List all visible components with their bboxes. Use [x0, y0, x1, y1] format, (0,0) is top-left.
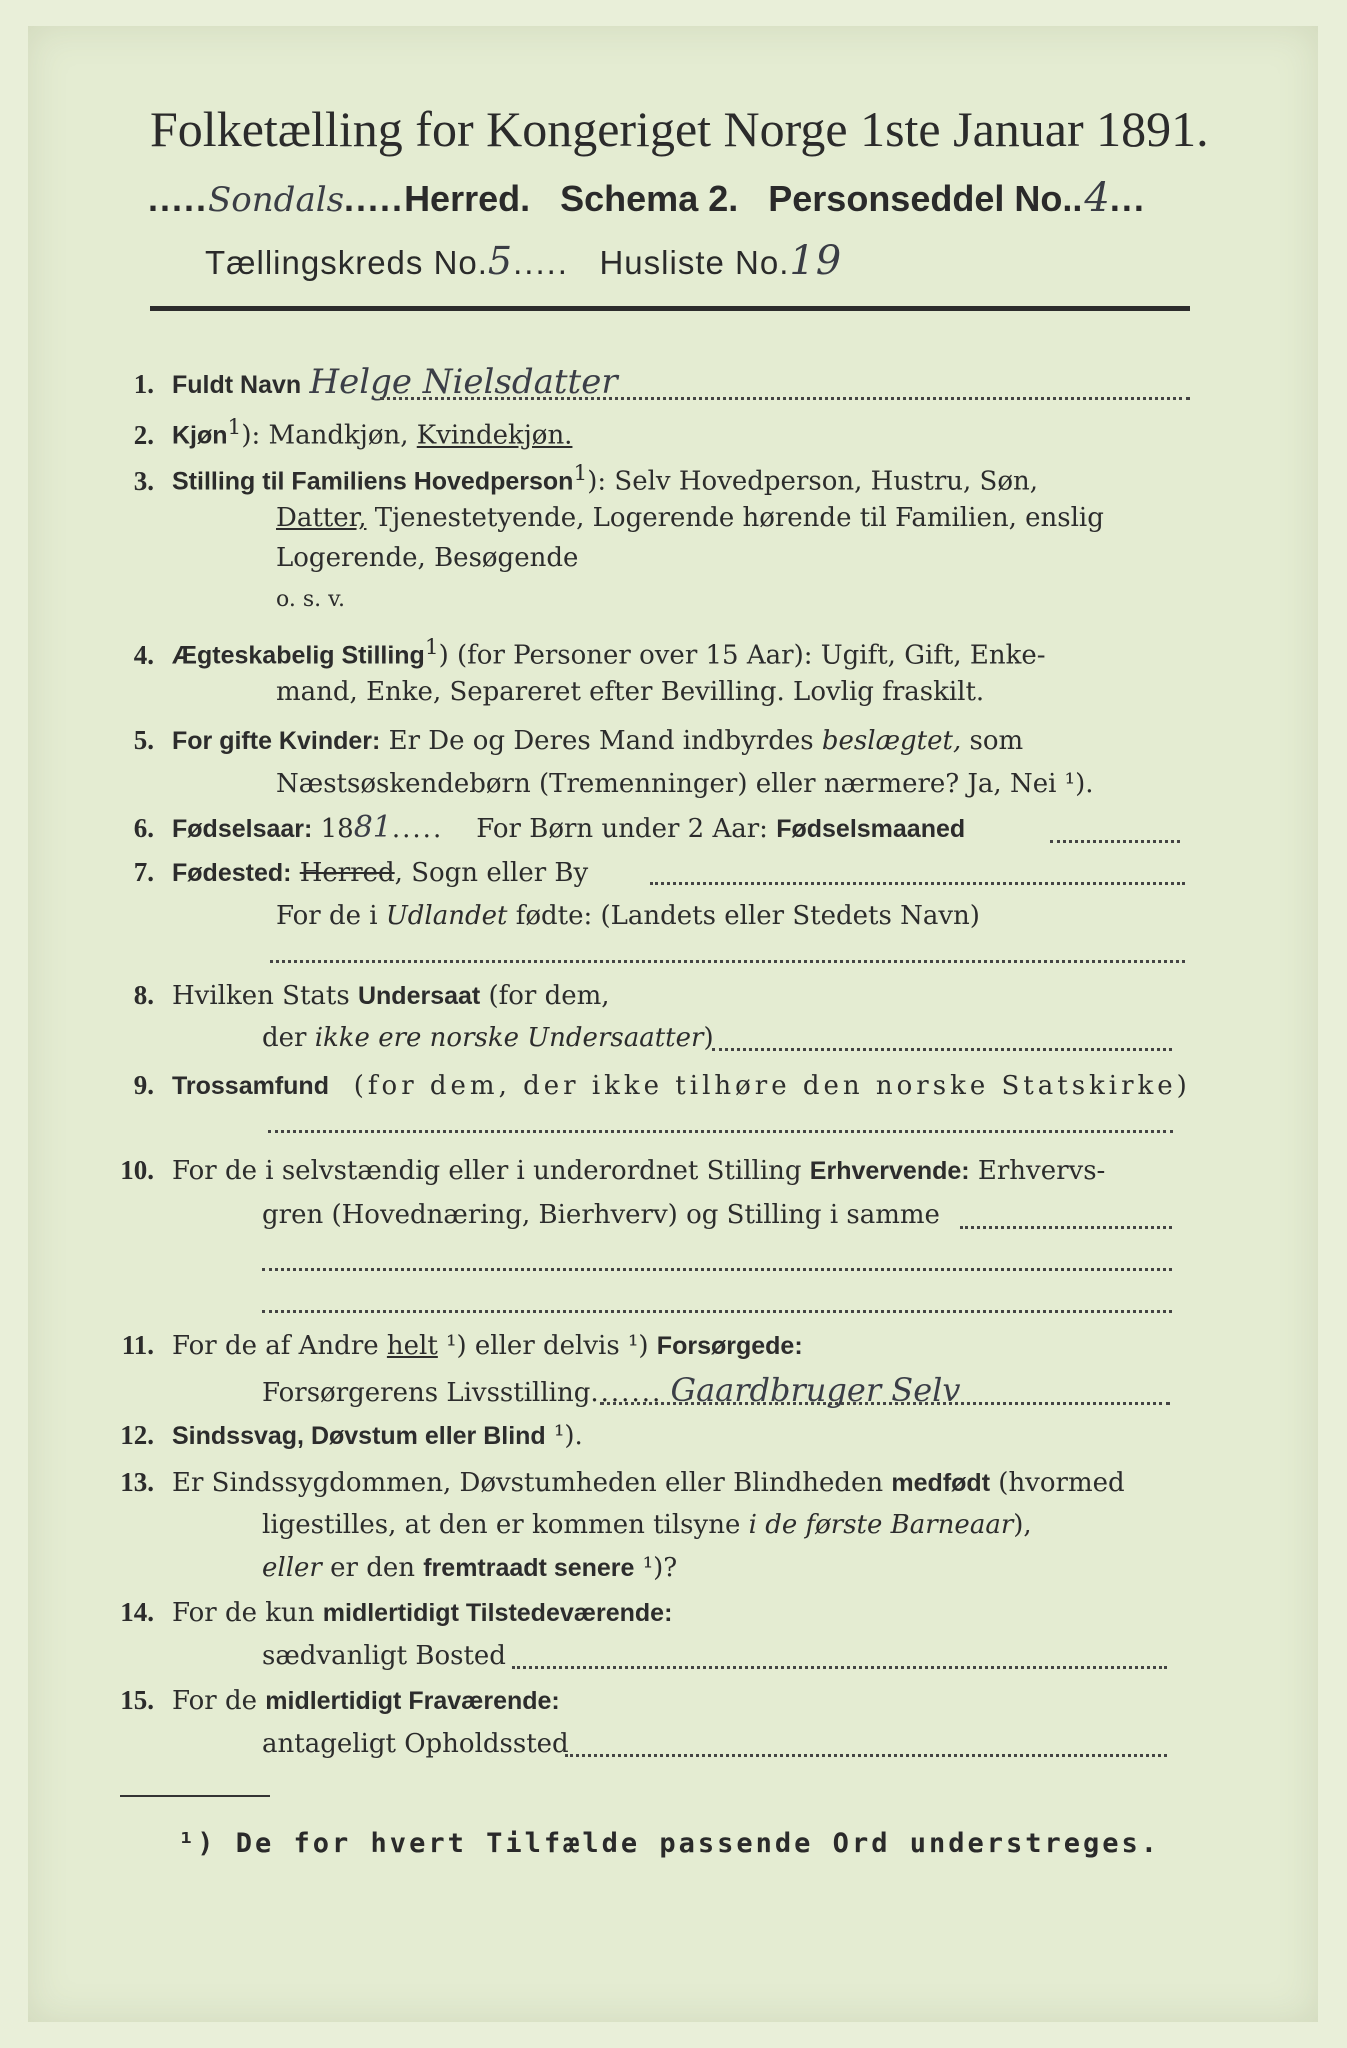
kreds-line: Tællingskreds No.5..... Husliste No.19 — [205, 238, 843, 284]
item-8: 8. Hvilken Stats Undersaat (for dem, — [133, 980, 610, 1011]
provider-written: Gaardbruger Selv — [670, 1371, 961, 1409]
personseddel-label: Personseddel No. — [768, 178, 1073, 219]
kreds-label: Tællingskreds No. — [205, 244, 488, 281]
provider-line — [600, 1400, 1170, 1405]
item-9: 9. Trossamfund (for dem, der ikke tilhøre den norske Statskirke) — [133, 1070, 1191, 1101]
item-14: 14. For de kun midlertidigt Tilstedeværende: — [120, 1597, 673, 1628]
item-3: 3. Stilling til Familiens Hovedperson$^1$): Selv Hovedperson, Hustru, Søn, — [133, 461, 1039, 497]
item-11-line2: Forsørgerens Livsstilling....... Gaardbruger Selv — [262, 1371, 961, 1409]
item-13-line3: eller er den fremtraadt senere ¹)? — [262, 1553, 678, 1583]
item-12: 12. Sindssvag, Døvstum eller Blind ¹). — [120, 1420, 583, 1451]
item-7-line2: For de i Udlandet fødte: (Landets eller Stedets Navn) — [276, 901, 980, 931]
item-6: 6. Fødselsaar: 1881..... For Børn under 2 Aar: Fødselsmaaned — [133, 810, 966, 845]
herred-written: Sondals — [208, 180, 345, 220]
residence-line — [512, 1664, 1167, 1669]
footnote-rule — [120, 1795, 270, 1797]
name-line — [380, 395, 1190, 400]
occupation-line-2 — [262, 1266, 1172, 1271]
item-2: 2. Kjøn$^1$): Mandkjøn, Kvindekjøn. — [133, 415, 573, 451]
religion-line — [268, 1128, 1173, 1133]
item-1: 1. Fuldt Navn Helge Nielsdatter — [133, 362, 618, 402]
foreign-birthplace-line — [270, 958, 1185, 963]
item-5: 5. For gifte Kvinder: Er De og Deres Mand indbyrdes beslægtet, som — [133, 725, 1024, 756]
header-rule — [150, 306, 1190, 311]
citizenship-line — [712, 1046, 1172, 1051]
item-5-line2: Næstsøskendebørn (Tremenninger) eller nærmere? Ja, Nei ¹). — [276, 769, 1094, 799]
occupation-line-1 — [960, 1224, 1172, 1229]
birth-month-line — [1050, 838, 1180, 843]
item-14-line2: sædvanligt Bosted — [262, 1641, 506, 1671]
name-written: Helge Nielsdatter — [309, 362, 618, 402]
form-title: Folketælling for Kongeriget Norge 1ste Januar 1891. — [150, 101, 1209, 157]
item-3-line2: Datter, Tjenestetyende, Logerende hørende til Familien, enslig — [276, 503, 1104, 533]
husliste-written: 19 — [789, 238, 843, 284]
item-15: 15. For de midlertidigt Fraværende: — [120, 1685, 560, 1716]
item-15-line2: antageligt Opholdssted — [262, 1729, 569, 1759]
item-13-line2: ligestilles, at den er kommen tilsyne i de første Barneaar), — [262, 1510, 1032, 1540]
item-10: 10. For de i selvstændig eller i underordnet Stilling Erhvervende: Erhvervs- — [120, 1155, 1106, 1186]
item-11: 11. For de af Andre helt ¹) eller delvis ¹) Forsørgede: — [121, 1330, 803, 1361]
footnote: ¹) De for hvert Tilfælde passende Ord understreges. — [178, 1828, 1161, 1859]
schema-label: Schema 2. — [560, 178, 739, 219]
personseddel-written: 4 — [1084, 175, 1110, 221]
herred-label: Herred. — [404, 178, 531, 219]
item-4-line2: mand, Enke, Separeret efter Bevilling. Lovlig fraskilt. — [276, 677, 985, 707]
item-3-line3: Logerende, Besøgende — [276, 543, 579, 573]
item-4: 4. Ægteskabelig Stilling$^1$) (for Personer over 15 Aar): Ugift, Gift, Enke- — [133, 635, 1046, 671]
whereabouts-line — [565, 1752, 1167, 1757]
item-8-line2: der ikke ere norske Undersaatter) — [262, 1023, 714, 1053]
item-3-line4: o. s. v. — [276, 587, 345, 612]
birthplace-line — [650, 880, 1185, 885]
herred-line: .....Sondals.....Herred. Schema 2. Personseddel No..4... — [148, 175, 1146, 221]
item-7: 7. Fødested: Herred, Sogn eller By — [133, 857, 589, 888]
birth-year-written: 81 — [353, 810, 392, 845]
husliste-label: Husliste No. — [599, 244, 790, 281]
item-10-line2: gren (Hovednæring, Bierhverv) og Stilling i samme — [262, 1200, 940, 1230]
occupation-line-3 — [262, 1308, 1172, 1313]
item-13: 13. Er Sindssygdommen, Døvstumheden eller Blindheden medfødt (hvormed — [120, 1467, 1125, 1498]
kreds-written: 5 — [487, 239, 514, 283]
